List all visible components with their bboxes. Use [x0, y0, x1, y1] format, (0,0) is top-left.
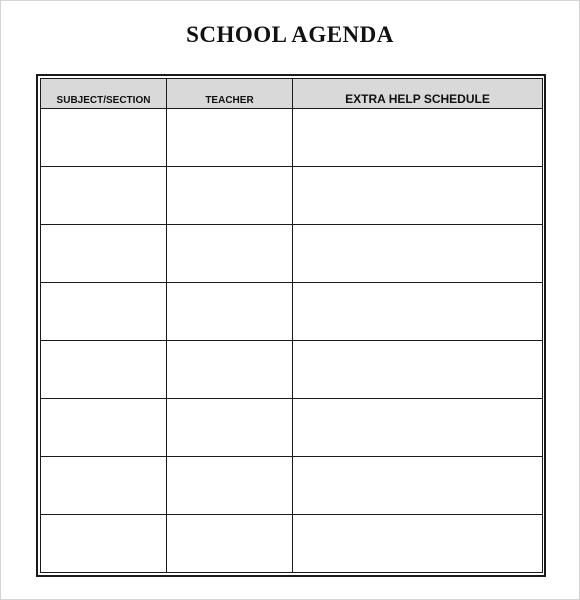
header-extra-help-schedule: EXTRA HELP SCHEDULE: [293, 79, 543, 109]
header-teacher: TEACHER: [167, 79, 293, 109]
table-row: [41, 515, 543, 573]
table-row: [41, 167, 543, 225]
page-title: SCHOOL AGENDA: [186, 22, 394, 47]
teacher-cell[interactable]: [167, 341, 293, 399]
table-row: [41, 225, 543, 283]
extra-help-cell[interactable]: [293, 457, 543, 515]
subject-cell[interactable]: [41, 109, 167, 167]
table-row: [41, 109, 543, 167]
teacher-cell[interactable]: [167, 399, 293, 457]
teacher-cell[interactable]: [167, 225, 293, 283]
teacher-cell[interactable]: [167, 167, 293, 225]
subject-cell[interactable]: [41, 341, 167, 399]
teacher-cell[interactable]: [167, 109, 293, 167]
extra-help-cell[interactable]: [293, 515, 543, 573]
extra-help-cell[interactable]: [293, 341, 543, 399]
extra-help-cell[interactable]: [293, 167, 543, 225]
table-row: [41, 341, 543, 399]
teacher-cell[interactable]: [167, 457, 293, 515]
extra-help-cell[interactable]: [293, 399, 543, 457]
subject-cell[interactable]: [41, 399, 167, 457]
table-row: [41, 399, 543, 457]
subject-cell[interactable]: [41, 457, 167, 515]
subject-cell[interactable]: [41, 515, 167, 573]
extra-help-cell[interactable]: [293, 225, 543, 283]
subject-cell[interactable]: [41, 283, 167, 341]
header-row: [41, 79, 543, 109]
teacher-cell[interactable]: [167, 283, 293, 341]
header-subject-section: SUBJECT/SECTION: [41, 79, 167, 109]
table-row: [41, 457, 543, 515]
extra-help-cell[interactable]: [293, 109, 543, 167]
teacher-cell[interactable]: [167, 515, 293, 573]
subject-cell[interactable]: [41, 167, 167, 225]
agenda-table-frame: [36, 74, 546, 577]
agenda-table: [40, 78, 543, 573]
subject-cell[interactable]: [41, 225, 167, 283]
table-row: [41, 283, 543, 341]
extra-help-cell[interactable]: [293, 283, 543, 341]
